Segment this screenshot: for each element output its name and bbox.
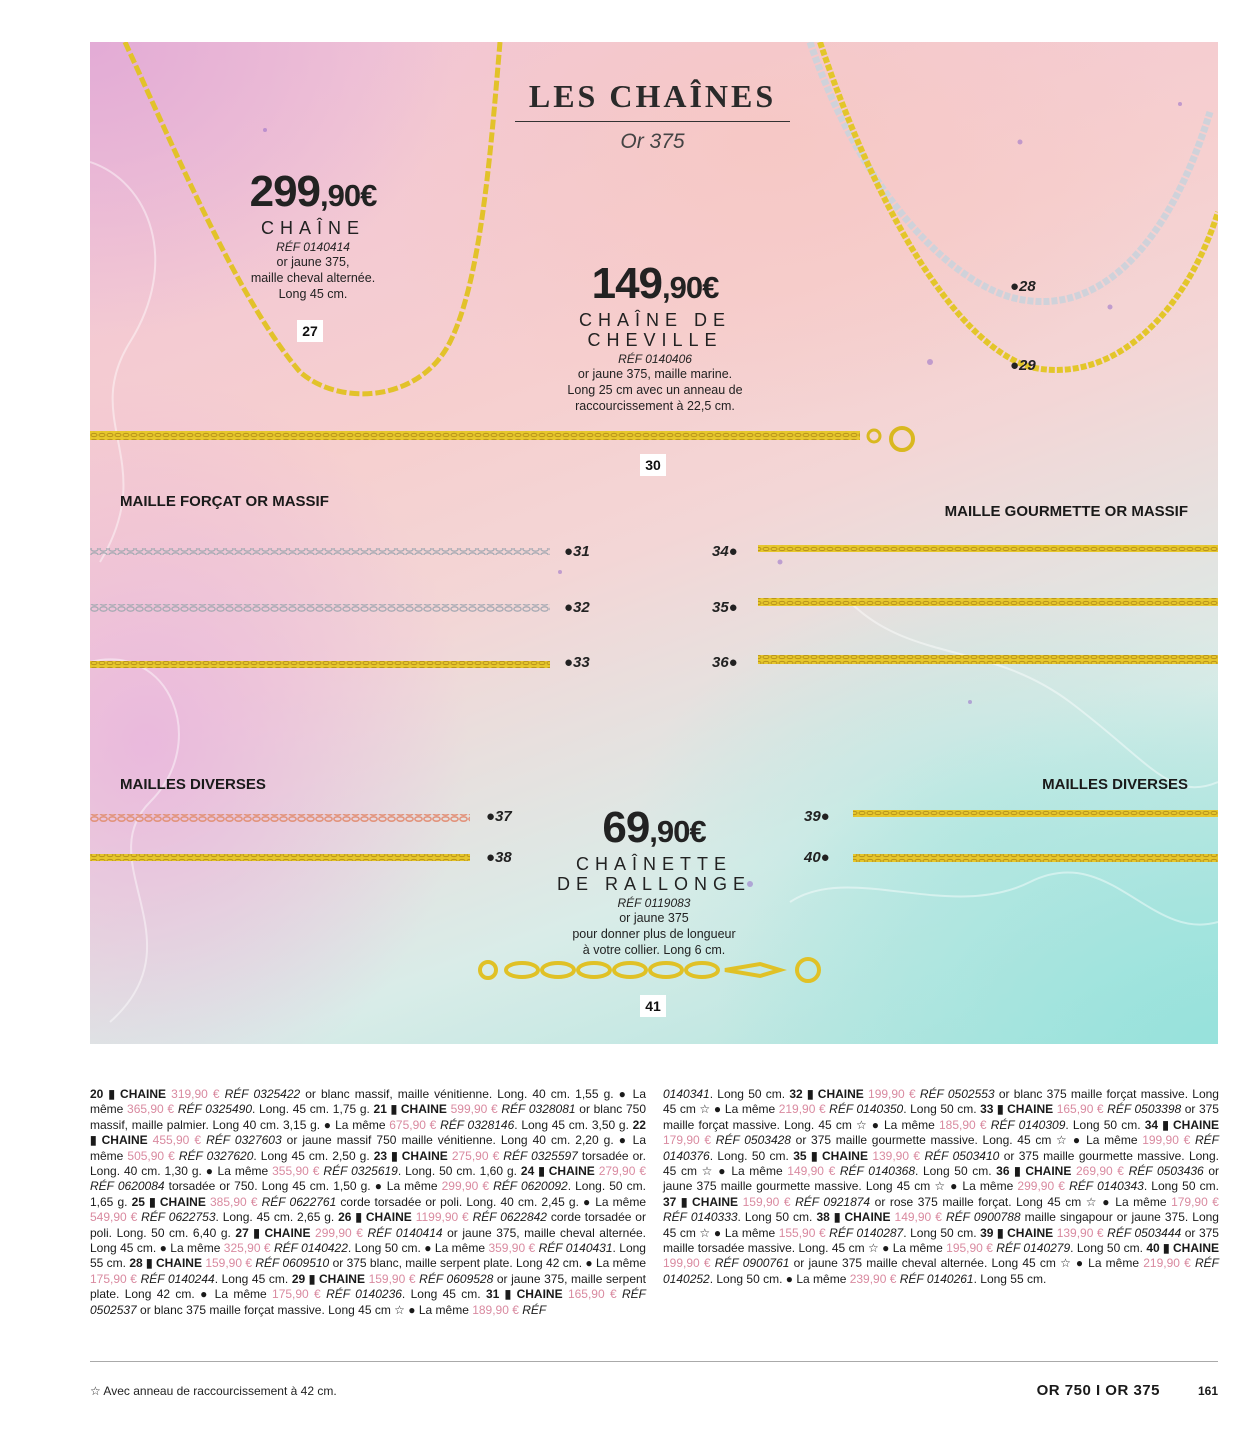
product-listing-right: 0140341. Long 50 cm. 32 ▮ CHAINE 199,90 € RÉF 0502553 or blanc 375 maille forçat massive. Long 45 cm ☆ ● La même 219,90 € RÉF 0140350. Long 50 cm. 33 ▮ CHAINE 165,90 € RÉF 0503398 or 375 maille forçat massive. Long. 45 cm ☆ ● La même 185,90 € RÉF 0140309. Long 50 cm. 34 ▮ CHAINE 179,90 € RÉF 0503428 or 375 maille gourmette massive. Long. 45 cm ☆ ● La même 199,90 € RÉF 0140376. Long. 50 cm. 35 ▮ CHAINE 139,90 € RÉF 0503410 or 375 maille gourmette massive. Long. 45 cm ☆ ● La même 149,90 € RÉF 0140368. Long 50 cm. 36 ▮ CHAINE 269,90 € RÉF 0503436 or jaune 375 maille gourmette massive. Long 45 cm ☆ ● La même 299,90 € RÉF 0140343. Long 50 cm. 37 ▮ CHAINE 159,90 € RÉF 0921874 or rose 375 maille forçat. Long 45 cm ☆ ● La même 179,90 € RÉF 0140333. Long 50 cm. 38 ▮ CHAINE 149,90 € RÉF 0900788 maille singapour or jaune 375. Long 45 cm ☆ ● La même 155,90 € RÉF 0140287. Long 50 cm. 39 ▮ CHAINE 139,90 € RÉF 0503444 or 375 maille torsadée massive. Long. 45 cm ☆ ● La même 195,90 € RÉF 0140279. Long 50 cm. 40 ▮ CHAINE 199,90 € RÉF 0900761 or jaune 375 maille cheval alternée. Long 45 cm ☆ ● La même 219,90 € RÉF 0140252. Long 50 cm. ● La même 239,90 € RÉF 0140261. Long 55 cm. [663,1087,1220,1286]
offer-27 [218,167,408,302]
offer-30-desc-1: or jaune 375, maille marine. [577,367,733,381]
chain-label-37: ●37 [486,808,512,825]
item-number-30: 30 [640,454,666,476]
offer-41-name-2: DE RALLONGE [556,874,752,894]
offer-27-desc-1: or jaune 375, [276,255,350,269]
chain-label-39: 39● [804,808,830,825]
section-title-gourmette: MAILLE GOURMETTE OR MASSIF [944,503,1188,520]
offer-27-ref: RÉF 0140414 [276,240,350,254]
catalog-title-block [515,78,790,154]
footer-category: OR 750 I OR 375 [1036,1382,1160,1399]
chain-label-31: ●31 [564,543,590,560]
page-subtitle: Or 375 [620,130,685,153]
chain-label-40: 40● [804,849,830,866]
offer-27-desc-3: Long 45 cm. [278,287,348,301]
page-number: 161 [1197,1384,1218,1398]
offer-41-ref: RÉF 0119083 [617,896,691,910]
offer-30-price: 149,90€ [591,259,719,308]
chain-label-29: ●29 [1010,357,1036,374]
chain-label-33: ●33 [564,654,590,671]
section-title-forcat: MAILLE FORÇAT OR MASSIF [120,493,329,510]
chain-label-28: ●28 [1010,278,1036,295]
offer-41-desc-3: à votre collier. Long 6 cm. [582,943,726,957]
offer-30 [550,259,760,414]
offer-30-name-2: CHEVILLE [587,330,723,350]
footnote-ring: ☆ Avec anneau de raccourcissement à 42 cm. [90,1384,337,1398]
chain-label-38: ●38 [486,849,512,866]
offer-41-desc-1: or jaune 375 [619,911,689,925]
chain-label-32: ●32 [564,599,590,616]
offer-27-desc-2: maille cheval alternée. [250,271,376,285]
chain-label-35: 35● [712,599,738,616]
hero-image [90,42,1218,1044]
product-listing-left: 20 ▮ CHAINE 319,90 € RÉF 0325422 or blanc massif, maille vénitienne. Long. 40 cm. 1,55 g. ● La même 365,90 € RÉF 0325490. Long. 45 cm. 1,75 g. 21 ▮ CHAINE 599,90 € RÉF 0328081 or blanc 750 massif, maille palmier. Long 40 cm. 3,15 g. ● La même 675,90 € RÉF 0328146. Long 45 cm. 3,50 g. 22 ▮ CHAINE 455,90 € RÉF 0327603 or jaune massif 750 maille vénitienne. Long 40 cm. 2,20 g. ● La même 505,90 € RÉF 0327620. Long 45 cm. 2,50 g. 23 ▮ CHAINE 275,90 € RÉF 0325597 torsadée or. Long. 40 cm. 1,30 g. ● La même 355,90 € RÉF 0325619. Long. 50 cm. 1,60 g. 24 ▮ CHAINE 279,90 € RÉF 0620084 torsadée or 750. Long 45 cm. 1,50 g. ● La même 299,90 € RÉF 0620092. Long. 50 cm. 1,65 g. 25 ▮ CHAINE 385,90 € RÉF 0622761 corde torsadée or poli. Long. 40 cm. 2,45 g. ● La même 549,90 € RÉF 0622753. Long. 45 cm. 2,65 g. 26 ▮ CHAINE 1199,90 € RÉF 0622842 corde torsadée or poli. Long. 50 cm. 6,40 g. 27 ▮ CHAINE 299,90 € RÉF 0140414 or jaune 375, maille cheval alternée. Long 45 cm. ● La même 325,90 € RÉF 0140422. Long 50 cm. ● La même 359,90 € RÉF 0140431. Long 55 cm. 28 ▮ CHAINE 159,90 € RÉF 0609510 or 375 blanc, maille serpent plate. Long 42 cm. ● La même 175,90 € RÉF 0140244. Long 45 cm. 29 ▮ CHAINE 159,90 € RÉF 0609528 or jaune 375, maille serpent plate. Long 42 cm. ● La même 175,90 € RÉF 0140236. Long 45 cm. 31 ▮ CHAINE 165,90 € RÉF 0502537 or blanc 375 maille forçat massive. Long 45 cm ☆ ● La même 189,90 € RÉF [90,1087,647,1317]
offer-30-desc-2: Long 25 cm avec un anneau de [567,383,743,397]
offer-27-name: CHAÎNE [260,218,365,238]
offer-41-name-1: CHAÎNETTE [575,854,732,874]
item-number-27: 27 [297,320,323,342]
title-divider [515,121,790,122]
section-title-diverses-left: MAILLES DIVERSES [120,776,266,793]
page-title: LES CHAÎNES [528,78,777,114]
offer-41-price: 69,90€ [602,803,706,852]
offer-30-ref: RÉF 0140406 [618,352,692,366]
offer-41 [554,803,754,958]
section-title-diverses-right: MAILLES DIVERSES [1042,776,1188,793]
offer-27-price: 299,90€ [249,167,377,216]
footer-divider [90,1361,1218,1362]
chain-label-36: 36● [712,654,738,671]
offer-30-desc-3: raccourcissement à 22,5 cm. [575,399,735,413]
offer-30-name-1: CHAÎNE DE [578,310,731,330]
item-number-41: 41 [640,995,666,1017]
offer-41-desc-2: pour donner plus de longueur [572,927,736,941]
chain-label-34: 34● [712,543,738,560]
